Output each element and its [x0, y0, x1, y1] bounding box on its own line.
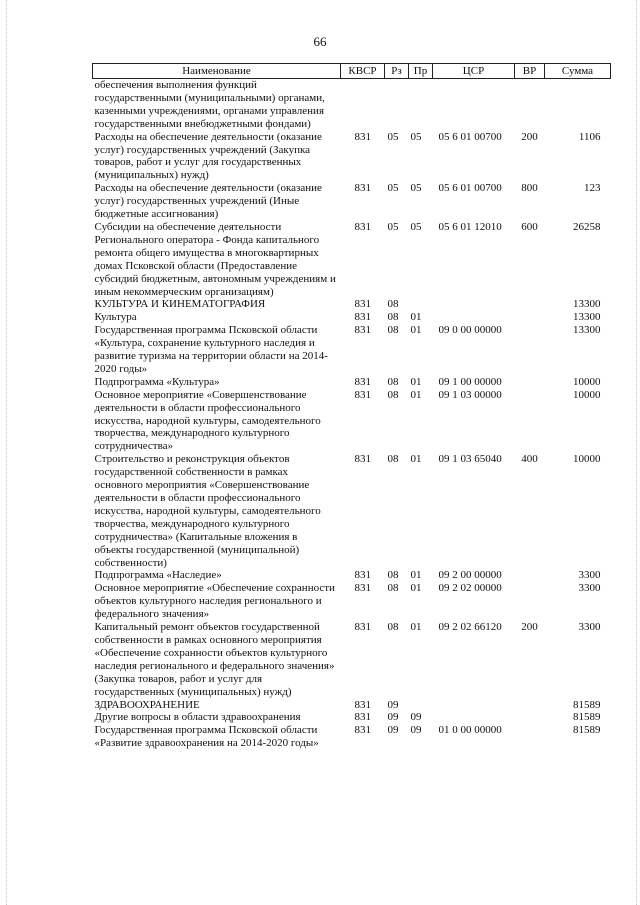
cell-name: Основное мероприятие «Совершенствование деятельности в области профессионального искусства, народной культуры, самодеятельного творчества, международного культурного сотрудничества»: [94, 388, 321, 453]
cell-name: Государственная программа Псковской области «Развитие здравоохранения на 2014-2020 годы»: [94, 724, 319, 750]
cell-name: обеспечения выполнения функций государственными (муниципальными) органами, казенными учреждениями, органами управления государственными внебюджетными фондами): [94, 79, 325, 130]
header-sum: Сумма: [545, 64, 611, 79]
cell-vr: [515, 699, 545, 712]
cell-kvsr: [341, 79, 385, 131]
cell-kvsr: 831: [354, 582, 371, 595]
cell-csr: [433, 699, 515, 712]
cell-vr: 600: [521, 220, 538, 233]
header-name: Наименование: [93, 64, 341, 79]
cell-csr: [433, 79, 515, 131]
cell-csr: [433, 711, 515, 724]
cell-vr: [515, 298, 545, 311]
cell-csr: 09 2 02 00000: [438, 582, 502, 595]
table-row: [93, 182, 611, 221]
cell-pr: 01: [410, 453, 422, 466]
cell-name: Подпрограмма «Наследие»: [94, 569, 222, 582]
table-row: [93, 298, 611, 311]
cell-csr: 09 1 03 00000: [438, 388, 502, 401]
cell-pr: [409, 79, 433, 131]
cell-pr: 05: [410, 182, 422, 195]
cell-sum: 1106: [578, 130, 601, 143]
table-row: [93, 724, 611, 750]
table-row: [93, 569, 611, 582]
cell-vr: [515, 79, 545, 131]
cell-name: Субсидии на обеспечение деятельности Регионального оператора - Фонда капитального ремонта общего имущества в многоквартирных домах Псковской области (Предоставление субсидий бюджетным, автономным учреждениям и иным некоммерческим организациям): [94, 220, 336, 298]
cell-name: Расходы на обеспечение деятельности (оказание услуг) государственных учреждений (Закупка товаров, работ и услуг для государственных (муниципальных) нужд): [94, 130, 322, 182]
cell-pr: 01: [410, 375, 422, 388]
cell-sum: 10000: [573, 375, 601, 388]
cell-kvsr: 831: [354, 711, 371, 724]
cell-rz: 09: [387, 698, 399, 711]
cell-csr: 05 6 01 00700: [438, 182, 502, 195]
cell-sum: 13300: [573, 298, 601, 311]
cell-sum: 81589: [573, 724, 601, 737]
table-row: [93, 311, 611, 324]
cell-pr: 09: [410, 711, 422, 724]
table-row: [93, 131, 611, 183]
table-row: [93, 711, 611, 724]
cell-name: КУЛЬТУРА И КИНЕМАТОГРАФИЯ: [94, 298, 266, 311]
cell-vr: [515, 724, 545, 750]
cell-csr: 05 6 01 12010: [438, 220, 502, 233]
cell-rz: 08: [387, 375, 399, 388]
cell-kvsr: 831: [354, 453, 371, 466]
cell-vr: [515, 582, 545, 621]
cell-csr: 09 2 00 00000: [438, 569, 502, 582]
cell-sum: 10000: [573, 388, 601, 401]
cell-vr: 200: [521, 621, 538, 634]
cell-vr: 200: [521, 130, 538, 143]
cell-name: ЗДРАВООХРАНЕНИЕ: [94, 698, 200, 711]
cell-pr: 01: [410, 582, 422, 595]
cell-sum: 26258: [573, 220, 601, 233]
cell-sum: [545, 79, 611, 131]
cell-rz: 05: [387, 182, 399, 195]
cell-csr: 09 2 02 66120: [438, 621, 502, 634]
cell-sum: 13300: [573, 324, 601, 337]
cell-csr: 01 0 00 00000: [438, 724, 502, 737]
cell-pr: [409, 298, 433, 311]
cell-vr: 400: [521, 453, 538, 466]
cell-name: Капитальный ремонт объектов государственной собственности в рамках основного мероприятия «Обеспечение сохранности объектов культурного наследия регионального и федерального значения» (Закупка товаров, работ и услуг для государственных (муниципальных) нужд): [94, 621, 335, 698]
cell-rz: 08: [387, 324, 399, 337]
cell-kvsr: 831: [354, 298, 371, 311]
page-number: 66: [313, 34, 327, 49]
cell-name: Государственная программа Псковской области «Культура, сохранение культурного наследия и развитие туризма на территории области на 2014-2020 годы»: [94, 324, 328, 375]
cell-kvsr: 831: [354, 220, 371, 233]
table-row: [93, 376, 611, 389]
cell-pr: 05: [410, 130, 422, 143]
cell-rz: 08: [387, 453, 399, 466]
cell-pr: 09: [410, 724, 422, 737]
scan-edge-right: [636, 0, 638, 905]
header-csr: ЦСР: [433, 64, 515, 79]
scan-edge-left: [6, 0, 8, 905]
cell-vr: [515, 711, 545, 724]
cell-rz: 08: [387, 298, 399, 311]
cell-vr: [515, 389, 545, 454]
cell-sum: 81589: [573, 698, 601, 711]
cell-rz: 08: [387, 569, 399, 582]
cell-sum: 123: [584, 182, 601, 195]
table-row: [93, 389, 611, 454]
cell-name: Культура: [94, 311, 137, 324]
cell-rz: 05: [387, 220, 399, 233]
table-row: [93, 621, 611, 698]
cell-rz: 09: [387, 724, 399, 737]
cell-csr: 09 1 00 00000: [438, 375, 502, 388]
table-row: [93, 453, 611, 569]
cell-kvsr: 831: [354, 182, 371, 195]
cell-sum: 13300: [573, 311, 601, 324]
cell-kvsr: 831: [354, 311, 371, 324]
header-rz: Рз: [385, 64, 409, 79]
cell-sum: 81589: [573, 711, 601, 724]
cell-name: Подпрограмма «Культура»: [94, 375, 220, 388]
cell-rz: 08: [387, 582, 399, 595]
table-body: [93, 79, 611, 751]
cell-sum: 3300: [578, 569, 601, 582]
cell-kvsr: 831: [354, 130, 371, 143]
cell-sum: 3300: [578, 621, 601, 634]
table-row: [93, 699, 611, 712]
cell-kvsr: 831: [354, 698, 371, 711]
cell-sum: 10000: [573, 453, 601, 466]
table-header: [93, 64, 611, 79]
cell-rz: 08: [387, 311, 399, 324]
cell-pr: 01: [410, 324, 422, 337]
cell-vr: [515, 324, 545, 376]
cell-csr: 09 0 00 00000: [438, 324, 502, 337]
cell-pr: 01: [410, 388, 422, 401]
table-row: [93, 324, 611, 376]
cell-vr: [515, 311, 545, 324]
cell-sum: 3300: [578, 582, 601, 595]
cell-pr: 05: [410, 220, 422, 233]
cell-kvsr: 831: [354, 324, 371, 337]
cell-csr: 09 1 03 65040: [438, 453, 502, 466]
cell-kvsr: 831: [354, 388, 371, 401]
cell-kvsr: 831: [354, 724, 371, 737]
cell-pr: [409, 699, 433, 712]
cell-pr: 01: [410, 569, 422, 582]
cell-name: Другие вопросы в области здравоохранения: [94, 711, 301, 724]
table-row: [93, 221, 611, 298]
cell-rz: 08: [387, 621, 399, 634]
cell-vr: 800: [521, 182, 538, 195]
cell-name: Строительство и реконструкция объектов государственной собственности в рамках основного мероприятия «Совершенствование деятельности в области профессионального искусства, народной культуры, самодеятельного творчества, международного культурного сотрудничества» (Капитальные вложения в объекты государственной (муниципальной) собственности): [94, 453, 321, 569]
cell-pr: 01: [410, 621, 422, 634]
header-kvsr: КВСР: [341, 64, 385, 79]
cell-rz: 08: [387, 388, 399, 401]
cell-csr: 05 6 01 00700: [438, 130, 502, 143]
cell-csr: [433, 311, 515, 324]
cell-kvsr: 831: [354, 569, 371, 582]
cell-kvsr: 831: [354, 375, 371, 388]
header-pr: Пр: [409, 64, 433, 79]
cell-rz: 05: [387, 130, 399, 143]
cell-pr: 01: [410, 311, 422, 324]
cell-rz: [385, 79, 409, 131]
table-row: [93, 582, 611, 621]
cell-kvsr: 831: [354, 621, 371, 634]
cell-vr: [515, 376, 545, 389]
cell-vr: [515, 569, 545, 582]
cell-name: Расходы на обеспечение деятельности (оказание услуг) государственных учреждений (Иные бюджетные ассигнования): [94, 182, 322, 221]
cell-name: Основное мероприятие «Обеспечение сохранности объектов культурного наследия регионального и федерального значения»: [94, 582, 335, 621]
table-row: [93, 79, 611, 131]
cell-csr: [433, 298, 515, 311]
header-vr: ВР: [515, 64, 545, 79]
budget-table: [92, 63, 611, 750]
cell-rz: 09: [387, 711, 399, 724]
